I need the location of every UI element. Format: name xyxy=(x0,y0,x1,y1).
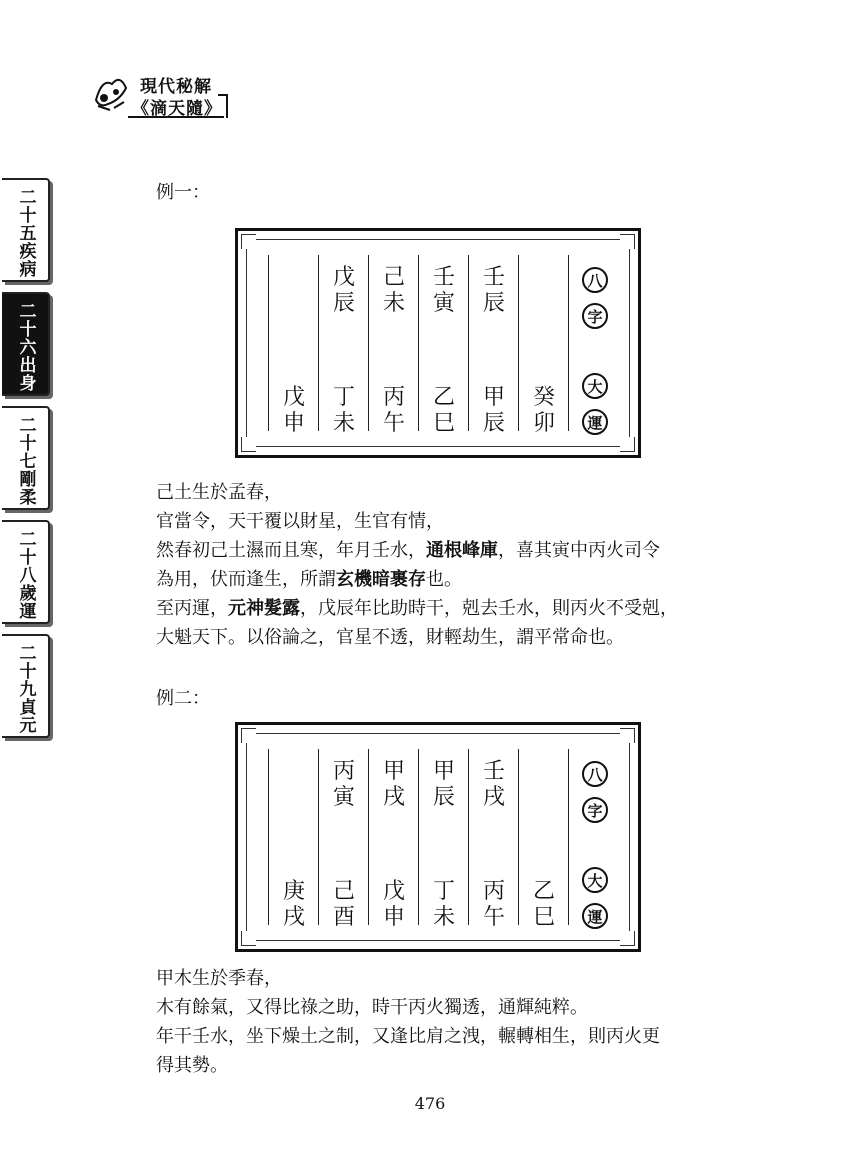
corner-ornament xyxy=(620,234,635,249)
luck-5-branch: 未 xyxy=(332,411,355,436)
example2-text-line3: 年干壬水，坐下燥土之制，又逢比肩之洩，輾轉相生，則丙火更 xyxy=(156,1026,660,1047)
pillar-month-branch: 寅 xyxy=(432,291,455,316)
side-tab-label: 二十八歲運 xyxy=(15,530,36,620)
pillar-day-branch: 未 xyxy=(382,291,405,316)
pillar-hour-branch: 辰 xyxy=(332,291,355,316)
pillar-month-stem: 壬 xyxy=(432,265,455,290)
side-tab-26[interactable] xyxy=(2,292,50,396)
luck-6-stem: 戊 xyxy=(282,385,305,410)
example1-heading: 例一： xyxy=(156,182,210,203)
corner-ornament xyxy=(241,437,256,452)
badge-da: 大 xyxy=(582,373,608,399)
luck-4-stem: 戊 xyxy=(382,879,405,904)
column-divider xyxy=(318,255,319,431)
example2-chart xyxy=(235,722,641,952)
luck-1-stem: 乙 xyxy=(532,879,555,904)
column-divider xyxy=(568,255,569,431)
example2-text-line4: 得其勢。 xyxy=(156,1055,228,1076)
badge-zi: 字 xyxy=(582,303,608,329)
pillar-hour-stem: 戊 xyxy=(332,265,355,290)
luck-6-branch: 申 xyxy=(282,411,305,436)
header-title-line1: 現代秘解 xyxy=(140,77,212,97)
example1-text-line4: 為用，伏而逢生，所謂玄機暗裹存也。 xyxy=(156,569,462,590)
luck-4-branch: 午 xyxy=(382,411,405,436)
side-tab-27[interactable] xyxy=(2,406,50,510)
pillar-year-branch: 戌 xyxy=(482,785,505,810)
luck-3-stem: 乙 xyxy=(432,385,455,410)
luck-1-branch: 卯 xyxy=(532,411,555,436)
pillar-month-branch: 辰 xyxy=(432,785,455,810)
luck-6-branch: 戌 xyxy=(282,905,305,930)
luck-3-branch: 巳 xyxy=(432,411,455,436)
badge-zi: 字 xyxy=(582,797,608,823)
emphasis-text: 玄機暗裹存 xyxy=(336,569,426,590)
pillar-year-branch: 辰 xyxy=(482,291,505,316)
column-divider xyxy=(418,255,419,431)
pillar-hour-stem: 丙 xyxy=(332,759,355,784)
luck-6-stem: 庚 xyxy=(282,879,305,904)
example1-chart xyxy=(235,228,641,458)
corner-ornament xyxy=(241,234,256,249)
book-logo-icon xyxy=(90,70,132,112)
luck-4-branch: 申 xyxy=(382,905,405,930)
page-header xyxy=(90,60,240,120)
example2-text-line2: 木有餘氣，又得比祿之助，時干丙火獨透，通輝純粹。 xyxy=(156,997,588,1018)
badge-yun: 運 xyxy=(582,409,608,435)
example1-text-line6: 大魁天下。以俗論之，官星不透，財輕劫生，謂平常命也。 xyxy=(156,627,624,648)
side-tab-label: 二十七剛柔 xyxy=(15,416,36,506)
corner-ornament xyxy=(620,931,635,946)
luck-1-branch: 巳 xyxy=(532,905,555,930)
luck-1-stem: 癸 xyxy=(532,385,555,410)
column-divider xyxy=(418,749,419,925)
corner-ornament xyxy=(241,728,256,743)
pillar-day-stem: 己 xyxy=(382,265,405,290)
side-tab-label: 二十五疾病 xyxy=(15,188,36,278)
column-divider xyxy=(318,749,319,925)
pillar-hour-branch: 寅 xyxy=(332,785,355,810)
example1-text-line2: 官當令，天干覆以財星，生官有情， xyxy=(156,511,444,532)
corner-ornament xyxy=(620,437,635,452)
pillar-month-stem: 甲 xyxy=(432,759,455,784)
column-divider xyxy=(468,255,469,431)
column-divider xyxy=(518,749,519,925)
luck-5-stem: 丁 xyxy=(332,385,355,410)
luck-2-branch: 辰 xyxy=(482,411,505,436)
side-tab-label: 二十六出身 xyxy=(15,302,36,392)
page-number: 476 xyxy=(414,1094,446,1113)
column-divider xyxy=(368,749,369,925)
column-divider xyxy=(468,749,469,925)
pillar-day-branch: 戌 xyxy=(382,785,405,810)
pillar-year-stem: 壬 xyxy=(482,265,505,290)
luck-5-stem: 己 xyxy=(332,879,355,904)
badge-yun: 運 xyxy=(582,903,608,929)
badge-ba: 八 xyxy=(582,267,608,293)
side-tab-25[interactable] xyxy=(2,178,50,282)
corner-ornament xyxy=(620,728,635,743)
luck-3-branch: 未 xyxy=(432,905,455,930)
column-divider xyxy=(368,255,369,431)
luck-2-stem: 甲 xyxy=(482,385,505,410)
pillar-year-stem: 壬 xyxy=(482,759,505,784)
column-divider xyxy=(568,749,569,925)
header-rule xyxy=(128,116,224,118)
example2-text-line1: 甲木生於季春， xyxy=(156,968,282,989)
luck-4-stem: 丙 xyxy=(382,385,405,410)
luck-5-branch: 酉 xyxy=(332,905,355,930)
example1-text-line5: 至丙運，元神髮露，戊辰年比助時干，剋去壬水，則丙火不受剋， xyxy=(156,598,678,619)
example1-text-line3: 然春初己土濕而且寒，年月壬水，通根峰庫，喜其寅中丙火司令 xyxy=(156,540,660,561)
side-tab-label: 二十九貞元 xyxy=(15,644,36,734)
example2-heading: 例二： xyxy=(156,688,210,709)
luck-3-stem: 丁 xyxy=(432,879,455,904)
header-title-line2: 《滴天隨》 xyxy=(132,99,222,119)
example1-text-line1: 己土生於孟春， xyxy=(156,482,282,503)
luck-2-branch: 午 xyxy=(482,905,505,930)
emphasis-text: 元神髮露 xyxy=(228,598,300,619)
side-tab-29[interactable] xyxy=(2,634,50,738)
luck-2-stem: 丙 xyxy=(482,879,505,904)
column-divider xyxy=(268,255,269,431)
pillar-day-stem: 甲 xyxy=(382,759,405,784)
emphasis-text: 通根峰庫 xyxy=(426,540,498,561)
corner-ornament xyxy=(241,931,256,946)
header-hook xyxy=(218,94,228,118)
badge-da: 大 xyxy=(582,867,608,893)
side-tab-28[interactable] xyxy=(2,520,50,624)
badge-ba: 八 xyxy=(582,761,608,787)
column-divider xyxy=(268,749,269,925)
column-divider xyxy=(518,255,519,431)
